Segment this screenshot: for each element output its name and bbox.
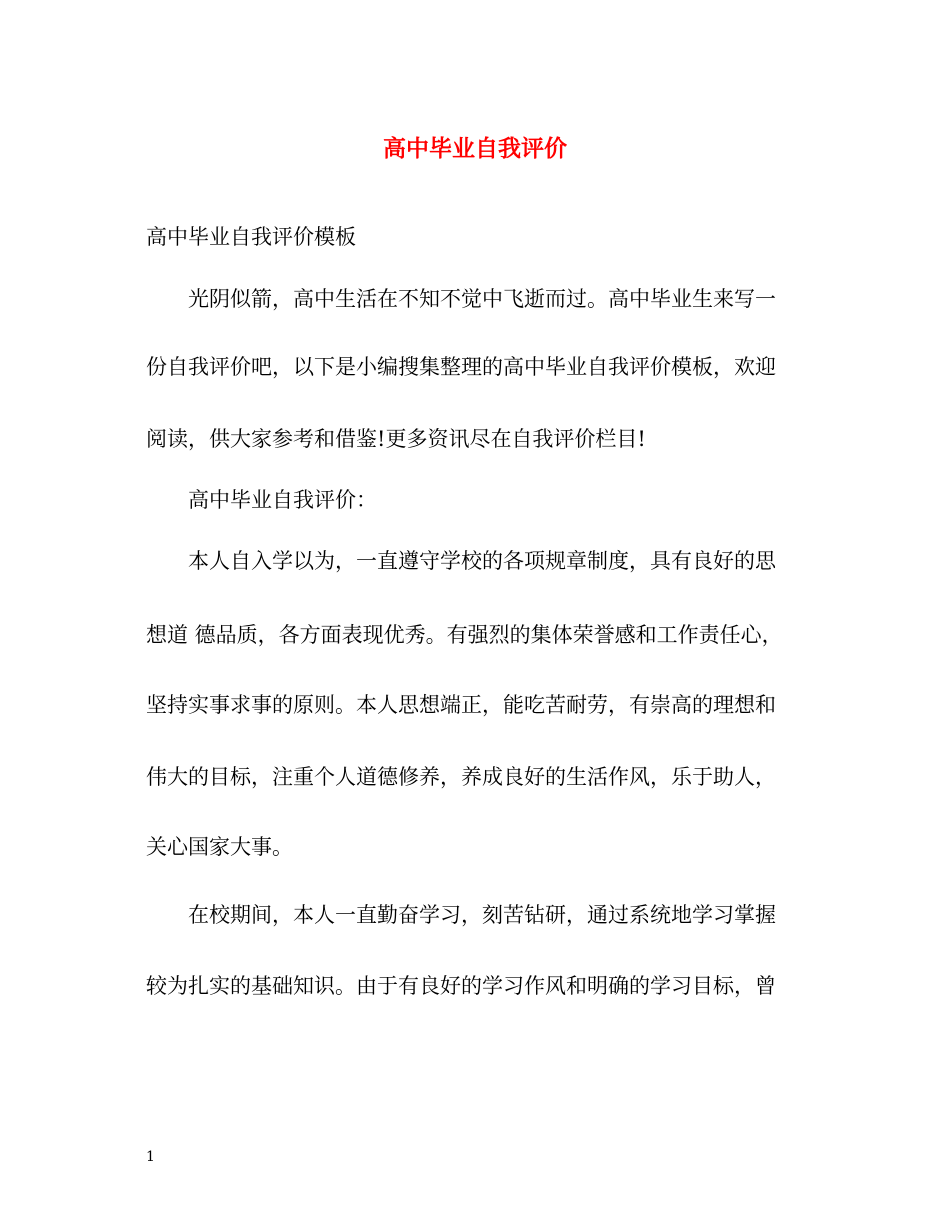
paragraph-line: 坚持实事求事的原则。本人思想端正，能吃苦耐劳，有崇高的理想和: [146, 693, 776, 717]
paragraph-line: 光阴似箭，高中生活在不知不觉中飞逝而过。高中毕业生来写一: [188, 287, 776, 311]
paragraph-line: 阅读，供大家参考和借鉴!更多资讯尽在自我评价栏目!: [146, 427, 646, 451]
paragraph-line: 份自我评价吧，以下是小编搜集整理的高中毕业自我评价模板，欢迎: [146, 355, 776, 379]
paragraph-line: 在校期间，本人一直勤奋学习，刻苦钻研，通过系统地学习掌握: [188, 903, 776, 927]
page-number: 1: [146, 1149, 155, 1165]
section-heading: 高中毕业自我评价：: [188, 488, 377, 512]
paragraph-line: 想道 德品质，各方面表现优秀。有强烈的集体荣誉感和工作责任心，: [146, 623, 783, 647]
document-subtitle: 高中毕业自我评价模板: [146, 225, 356, 249]
paragraph-line: 本人自入学以为，一直遵守学校的各项规章制度，具有良好的思: [188, 549, 776, 573]
document-title: 高中毕业自我评价: [383, 135, 567, 162]
paragraph-line: 较为扎实的基础知识。由于有良好的学习作风和明确的学习目标，曾: [146, 974, 776, 998]
paragraph-line: 关心国家大事。: [146, 835, 293, 859]
paragraph-line: 伟大的目标，注重个人道德修养，养成良好的生活作风，乐于助人，: [146, 765, 776, 789]
